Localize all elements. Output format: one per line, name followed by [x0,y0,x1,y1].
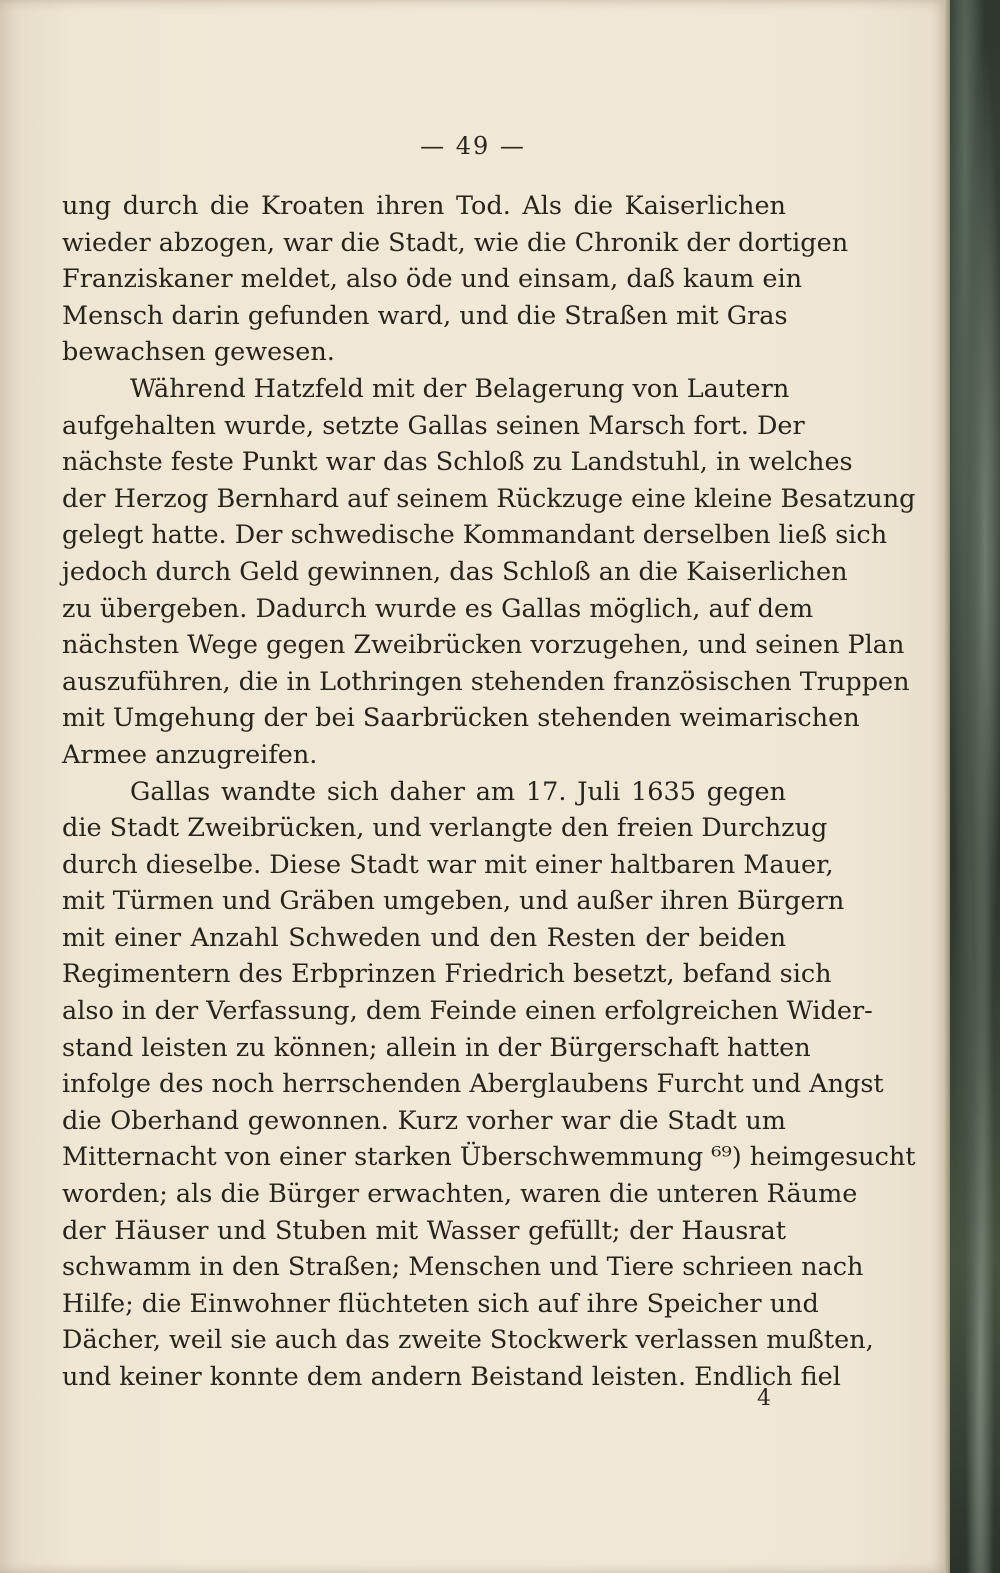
text-line: Armee anzugreifen. [62,739,318,770]
text-line: Hilfe; die Einwohner flüchteten sich auf ihre Speicher und [62,1288,819,1319]
text-line: zu übergeben. Dadurch wurde es Gallas möglich, auf dem [62,593,814,624]
book-cover-edge [950,0,1000,1573]
text-line: die Stadt Zweibrücken, und verlangte den freien Durchzug [62,813,828,844]
text-line: auszuführen, die in Lothringen stehenden französischen Truppen [62,666,910,697]
text-line: Regimentern des Erbprinzen Friedrich besetzt, befand sich [62,959,832,990]
body-text [62,188,916,1396]
text-line: ung durch die Kroaten ihren Tod. Als die Kaiserlichen [62,191,786,221]
text-line: der Herzog Bernhard auf seinem Rückzuge eine kleine Besatzung [62,483,916,514]
text-line: Mensch darin gefunden ward, und die Straßen mit Gras [62,300,788,331]
text-line: nächste feste Punkt war das Schloß zu Landstuhl, in welches [62,447,853,478]
text-line: die Oberhand gewonnen. Kurz vorher war die Stadt um [62,1105,786,1136]
text-line: Dächer, weil sie auch das zweite Stockwerk verlassen mußten, [62,1325,874,1356]
page-number-header: — 49 — [420,132,526,160]
text-line: der Häuser und Stuben mit Wasser gefüllt; der Hausrat [62,1215,786,1246]
text-line: Während Hatzfeld mit der Belagerung von Lautern [130,373,790,404]
text-line: mit Türmen und Gräben umgeben, und außer ihren Bürgern [62,886,845,917]
text-line: durch dieselbe. Diese Stadt war mit einer haltbaren Mauer, [62,849,834,880]
text-line: mit Umgehung der bei Saarbrücken stehenden weimarischen [62,703,860,734]
text-line: nächsten Wege gegen Zweibrücken vorzugehen, und seinen Plan [62,630,905,661]
text-line: Gallas wandte sich daher am 17. Juli 1635 gegen [130,776,786,807]
text-line: Franziskaner meldet, also öde und einsam, daß kaum ein [62,264,803,295]
text-line: aufgehalten wurde, setzte Gallas seinen Marsch fort. Der [62,410,805,441]
text-line: wieder abzogen, war die Stadt, wie die Chronik der dortigen [62,227,849,258]
text-line: bewachsen gewesen. [62,337,335,368]
text-line: stand leisten zu können; allein in der Bürgerschaft hatten [62,1032,811,1063]
text-line: gelegt hatte. Der schwedische Kommandant derselben ließ sich [62,520,888,551]
text-line: mit einer Anzahl Schweden und den Resten der beiden [62,922,786,953]
text-line: also in der Verfassung, dem Feinde einen erfolgreichen Wider- [62,996,873,1027]
signature-mark: 4 [757,1386,771,1411]
text-line: und keiner konnte dem andern Beistand leisten. Endlich fiel [62,1362,841,1392]
text-line: infolge des noch herrschenden Aberglaubens Furcht und Angst [62,1069,884,1100]
text-line: worden; als die Bürger erwachten, waren die unteren Räume [62,1179,858,1210]
text-line: Mitternacht von einer starken Überschwemmung ⁶⁹) heimgesucht [62,1142,916,1173]
text-line: schwamm in den Straßen; Menschen und Tiere schrieen nach [62,1252,864,1283]
text-line: jedoch durch Geld gewinnen, das Schloß an die Kaiserlichen [62,556,848,587]
